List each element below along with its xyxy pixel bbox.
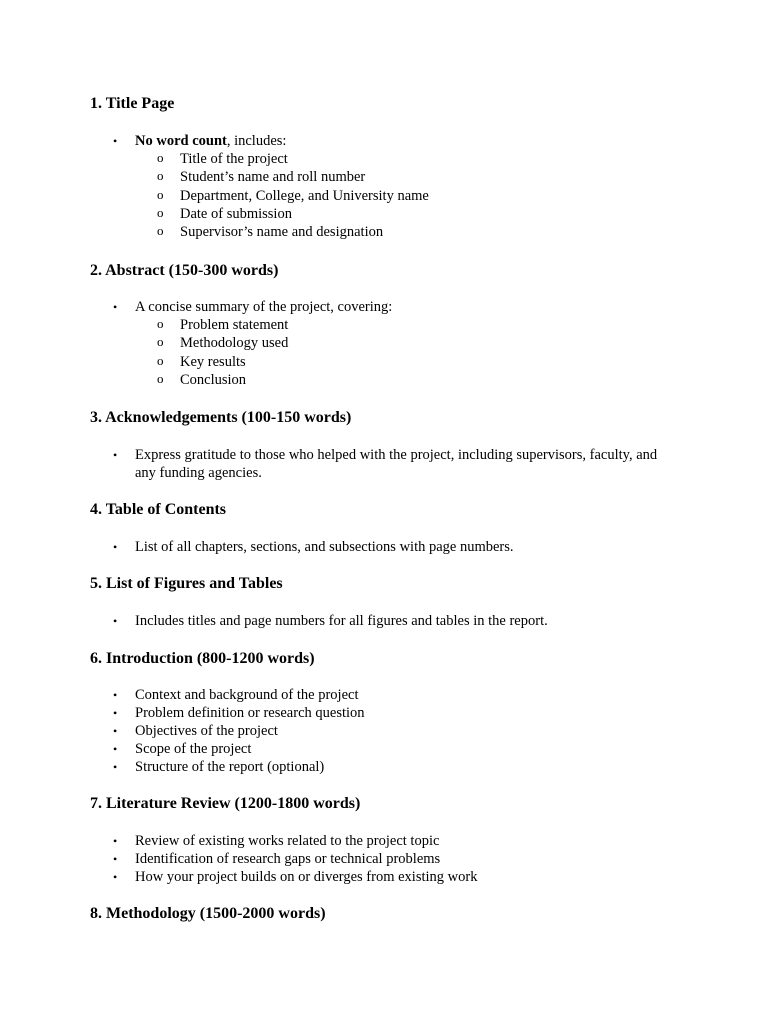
item-text: Problem definition or research question bbox=[135, 705, 365, 721]
bullet-icon: • bbox=[113, 688, 118, 702]
section-introduction bbox=[90, 649, 690, 776]
section-title-page bbox=[90, 94, 690, 241]
list-item bbox=[90, 132, 690, 241]
item-text: Scope of the project bbox=[135, 741, 252, 757]
section-heading: 2. Abstract (150-300 words) bbox=[90, 262, 279, 279]
circle-bullet-icon: o bbox=[157, 186, 164, 202]
bullet-icon: • bbox=[113, 300, 118, 314]
item-text: Structure of the report (optional) bbox=[135, 759, 325, 775]
list-item bbox=[90, 538, 690, 556]
sub-list-item bbox=[135, 150, 690, 168]
circle-bullet-icon: o bbox=[157, 223, 164, 239]
item-text: How your project builds on or diverges from existing work bbox=[135, 869, 478, 885]
sub-list-item bbox=[135, 334, 690, 352]
sub-item-text: Methodology used bbox=[180, 335, 289, 352]
section-heading: 5. List of Figures and Tables bbox=[90, 575, 283, 592]
section-heading: 3. Acknowledgements (100-150 words) bbox=[90, 409, 352, 426]
sub-item-text: Key results bbox=[180, 353, 246, 370]
circle-bullet-icon: o bbox=[157, 204, 164, 220]
sub-list-item bbox=[135, 187, 690, 205]
list-item bbox=[90, 722, 690, 740]
sub-list-item bbox=[135, 205, 690, 223]
item-text: , includes: bbox=[226, 133, 287, 149]
item-text: Review of existing works related to the project topic bbox=[135, 833, 440, 849]
bullet-icon: • bbox=[113, 614, 118, 628]
sub-item-text: Supervisor’s name and designation bbox=[180, 224, 384, 241]
section-acknowledgements bbox=[90, 408, 690, 482]
section-heading: 6. Introduction (800-1200 words) bbox=[90, 650, 315, 667]
list-item bbox=[90, 686, 690, 704]
item-text: Objectives of the project bbox=[135, 723, 278, 739]
bold-label: No word count bbox=[135, 133, 227, 149]
sub-item-text: Department, College, and University name bbox=[180, 187, 429, 204]
circle-bullet-icon: o bbox=[157, 316, 164, 331]
section-abstract bbox=[90, 261, 690, 389]
bullet-icon: • bbox=[113, 852, 118, 866]
circle-bullet-icon: o bbox=[157, 334, 164, 350]
bullet-list bbox=[90, 538, 690, 556]
bullet-icon: • bbox=[113, 834, 118, 848]
circle-bullet-icon: o bbox=[157, 168, 164, 184]
list-item bbox=[90, 446, 675, 482]
list-item bbox=[90, 758, 690, 776]
item-text: Includes titles and page numbers for all figures and tables in the report. bbox=[135, 613, 548, 629]
bullet-icon: • bbox=[113, 870, 118, 884]
section-table-of-contents bbox=[90, 500, 690, 556]
list-item bbox=[90, 298, 690, 389]
section-literature-review bbox=[90, 794, 690, 886]
item-text: Express gratitude to those who helped with the project, including supervisors, faculty, and any funding agencies. bbox=[135, 447, 658, 481]
section-heading: 7. Literature Review (1200-1800 words) bbox=[90, 795, 361, 812]
bullet-icon: • bbox=[113, 760, 118, 774]
bullet-list bbox=[90, 132, 690, 241]
item-text: A concise summary of the project, covering: bbox=[135, 299, 393, 315]
sub-list-item bbox=[135, 168, 690, 186]
item-text: Identification of research gaps or technical problems bbox=[135, 851, 441, 867]
circle-bullet-icon: o bbox=[157, 352, 164, 368]
section-heading: 4. Table of Contents bbox=[90, 501, 227, 518]
section-heading: 1. Title Page bbox=[90, 95, 175, 112]
sub-list bbox=[135, 150, 690, 241]
sub-list bbox=[135, 316, 690, 389]
sub-item-text: Title of the project bbox=[180, 151, 288, 167]
bullet-list bbox=[90, 446, 690, 482]
bullet-list bbox=[90, 832, 690, 886]
bullet-list bbox=[90, 686, 690, 776]
section-methodology bbox=[90, 904, 690, 924]
bullet-icon: • bbox=[113, 724, 118, 738]
sub-list-item bbox=[135, 316, 690, 334]
sub-item-text: Student’s name and roll number bbox=[180, 169, 366, 186]
bullet-icon: • bbox=[113, 448, 118, 462]
sub-list-item bbox=[135, 371, 690, 389]
bullet-icon: • bbox=[113, 742, 118, 756]
bullet-list bbox=[90, 298, 690, 389]
list-item bbox=[90, 740, 690, 758]
sub-item-text: Conclusion bbox=[180, 371, 247, 388]
bullet-icon: • bbox=[113, 706, 118, 720]
item-text: Context and background of the project bbox=[135, 687, 359, 703]
item-text: List of all chapters, sections, and subsections with page numbers. bbox=[135, 539, 514, 555]
section-list-of-figures bbox=[90, 574, 690, 630]
list-item bbox=[90, 868, 690, 886]
sub-list-item bbox=[135, 223, 690, 241]
list-item bbox=[90, 832, 690, 850]
bullet-icon: • bbox=[113, 540, 118, 554]
circle-bullet-icon: o bbox=[157, 150, 164, 165]
list-item bbox=[90, 612, 690, 630]
sub-item-text: Date of submission bbox=[180, 205, 292, 222]
circle-bullet-icon: o bbox=[157, 370, 164, 386]
bullet-list bbox=[90, 612, 690, 630]
section-heading: 8. Methodology (1500-2000 words) bbox=[90, 905, 326, 922]
bullet-icon: • bbox=[113, 134, 118, 148]
list-item bbox=[90, 704, 690, 722]
sub-list-item bbox=[135, 353, 690, 371]
list-item bbox=[90, 850, 690, 868]
sub-item-text: Problem statement bbox=[180, 317, 289, 333]
